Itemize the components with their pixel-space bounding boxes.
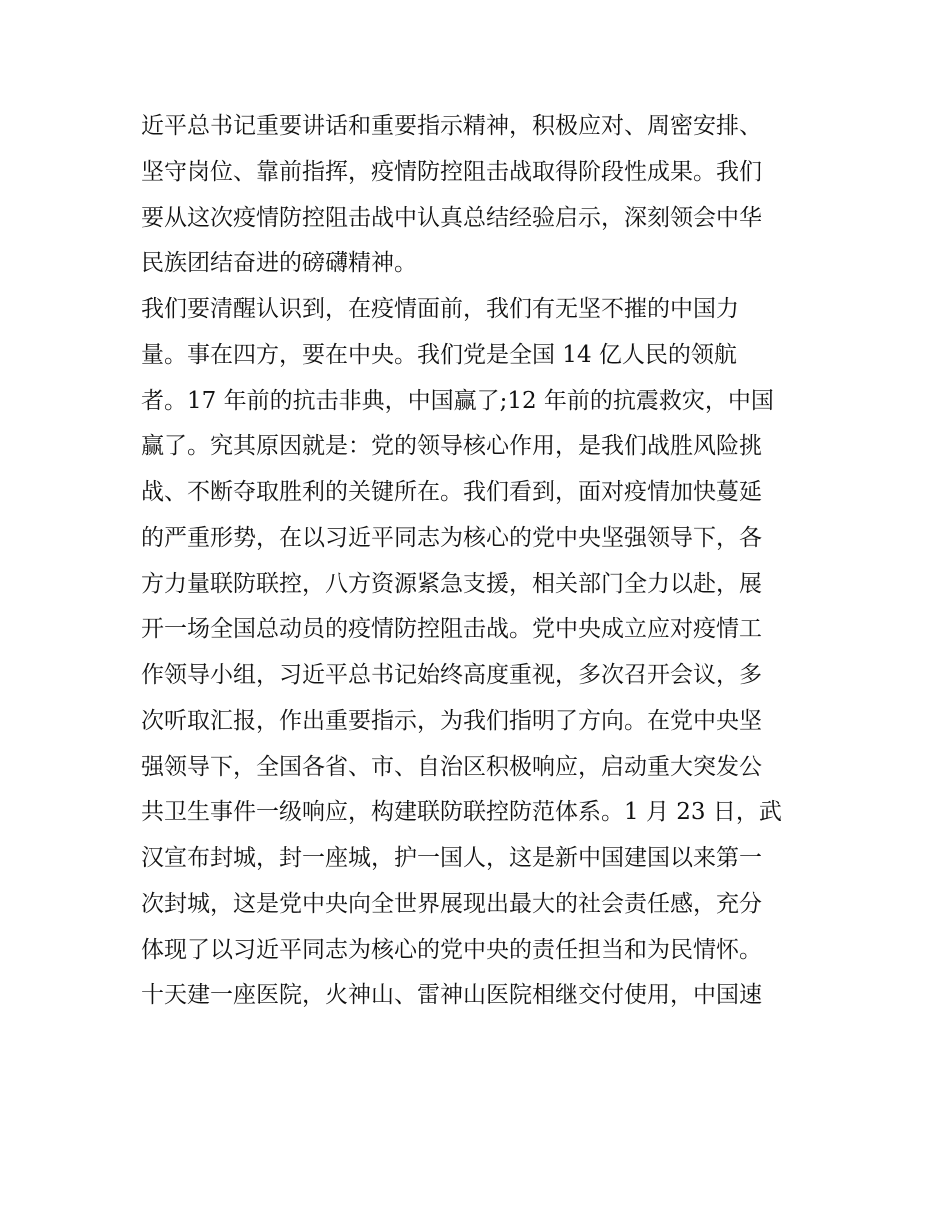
text-line: 十天建一座医院，火神山、雷神山医院相继交付使用，中国速 <box>141 982 762 1009</box>
text-line: 民族团结奋进的磅礴精神。 <box>141 250 417 277</box>
text-line: 近平总书记重要讲话和重要指示精神，积极应对、周密安排、 <box>141 113 762 139</box>
text-line: 体现了以习近平同志为核心的党中央的责任担当和为民情怀。 <box>141 936 762 963</box>
text-line: 赢了。究其原因就是：党的领导核心作用，是我们战胜风险挑 <box>141 433 762 460</box>
text-line: 开一场全国总动员的疫情防控阻击战。党中央成立应对疫情工 <box>141 616 762 643</box>
text-line: 方力量联防联控，八方资源紧急支援，相关部门全力以赴，展 <box>141 570 762 597</box>
body-text <box>141 104 821 1019</box>
text-line: 强领导下，全国各省、市、自治区积极响应，启动重大突发公 <box>141 753 762 780</box>
text-line: 我们要清醒认识到，在疫情面前，我们有无坚不摧的中国力 <box>141 296 739 322</box>
text-line: 要从这次疫情防控阻击战中认真总结经验启示，深刻领会中华 <box>141 204 762 231</box>
text-line: 量。事在四方，要在中央。我们党是全国 14 亿人民的领航 <box>141 341 737 368</box>
text-line: 作领导小组，习近平总书记始终高度重视，多次召开会议，多 <box>141 662 762 688</box>
text-line: 者。17 年前的抗击非典，中国赢了;12 年前的抗震救灾，中国 <box>141 387 774 414</box>
text-line: 汉宣布封城，封一座城，护一国人，这是新中国建国以来第一 <box>141 845 762 871</box>
text-line: 战、不断夺取胜利的关键所在。我们看到，面对疫情加快蔓延 <box>141 479 762 505</box>
text-line: 次听取汇报，作出重要指示，为我们指明了方向。在党中央坚 <box>141 707 762 734</box>
text-line: 共卫生事件一级响应，构建联防联控防范体系。1 月 23 日，武 <box>141 799 782 826</box>
text-line: 次封城，这是党中央向全世界展现出最大的社会责任感，充分 <box>141 890 762 917</box>
text-line: 的严重形势，在以习近平同志为核心的党中央坚强领导下，各 <box>141 524 762 551</box>
text-line: 坚守岗位、靠前指挥，疫情防控阻击战取得阶段性成果。我们 <box>141 158 762 185</box>
